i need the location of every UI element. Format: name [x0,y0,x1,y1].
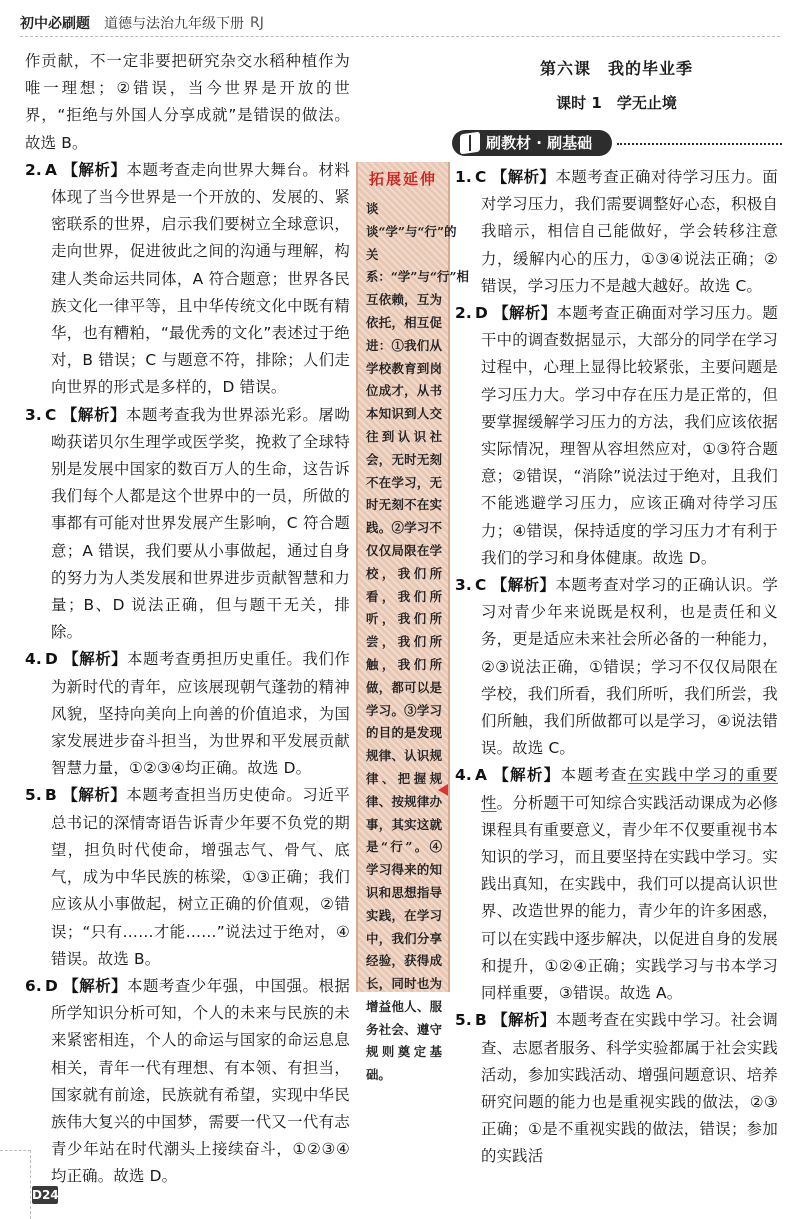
underlined-phrase: 在实践中学习的重要性 [481,766,778,812]
answer-item-r5: 5. B 【解析】本题考查在实践中学习。社会调查、志愿者服务、科学实验都属于社会实践活动，参加实践活动、增强问题意识、培养研究问题的能力也是重视实践的做法，②③正确；①是不重视实践的做法，错误；参加的实践活 [455,1011,778,1166]
pointer-arrow-icon [438,784,448,796]
answer-item-2: 2. A 【解析】本题考查走向世界大舞台。材料体现了当今世界是一个开放的、发展的、紧密联系的世界，启示我们要树立全球意识，走向世界，促进彼此之间的沟通与理解，构建人类命运共同体，A 符合题意；世界各民族文化一律平等，且中华传统文化中既有精华，也有糟粕，“最优秀的文化”表述过于绝对，B 错误；C 与题意不符，排除；人们走向世界的形式是多样的，D 错误。 [25,160,350,397]
continued-answer: 作贡献，不一定非要把研究杂交水稻种植作为唯一理想；②错误，当今世界是开放的世界，“拒绝与外国人分享成就”是错误的做法。故选 B。 [25,52,350,152]
page-corner-marks [0,1150,31,1219]
sidebar-title: 拓展延伸 [368,170,437,188]
sidebar-body: 谈谈“学”与“行”的关系：“学”与“行”相互依赖，互为依托，相互促进：①我们从学校教育到岗位成才，从书本知识到人交往到认识社会，无时无刻不在学习，无时无刻不在实践。②学习不仅仅局限在学校，我们所看，我们所听，我们所尝，我们所触，我们所做，都可以是学习。③学习的目的是发现规律、认识规律、把握规律、按规律办事，其实这就是“行”。④学习得来的知识和思想指导实践，在学习中，我们分享经验，获得成长，同时也为增益他人、服务社会、遵守规则奠定基础。 [366,201,469,1083]
edition-label: RJ [250,15,264,31]
series-name: 初中必刷题 [20,16,90,32]
answer-item-6: 6. D 【解析】本题考查少年强，中国强。根据所学知识分析可知，个人的未来与民族的未来紧密相连，个人的命运与国家的命运息息相关，青年一代有理想、有本领、有担当，国家就有前途，民族就有希望，实现中华民族伟大复兴的中国梦，需要一代又一代有志青少年站在时代潮头上接续奋斗，①②③④均正确。故选 D。 [25,976,350,1186]
right-column [455,164,778,1171]
book-title: 道德与法治九年级下册 [104,16,244,32]
section-label: 刷教材 · 刷基础 [486,134,593,152]
answer-item-5: 5. B 【解析】本题考查担当历史使命。习近平总书记的深情寄语告诉青少年要不负党的期望，担负时代使命，增强志气、骨气、底气，成为中华民族的栋梁，①③正确；我们应该从小事做起，树立正确的价值观，②错误；“只有……才能……”说法过于绝对，④错误。故选 B。 [25,786,350,968]
header-divider [20,36,780,37]
section-banner [452,128,782,158]
answer-item-r1: 1. C 【解析】本题考查正确对待学习压力。面对学习压力，我们需要调整好心态，积极自我暗示，相信自己能做好，学会转移注意力，缓解内心的压力，①③④说法正确；②错误，学习压力不是越大越好。故选 C。 [455,168,778,295]
answer-item-r2: 2. D 【解析】本题考查正确面对学习压力。题干中的调查数据显示，大部分的同学在学习过程中，心理上显得比较紧张，主要问题是学习压力大。学习中存在压力是正常的，但要掌握缓解学习压力的方法，我们应该依据实际情况，理智从容坦然应对，①③符合题意；②错误，“消除”说法过于绝对，且我们不能逃避学习压力，应该正确对待学习压力；④错误，保持适度的学习压力才有利于我们的学习和身体健康。故选 D。 [455,304,778,567]
dotted-rule [617,143,782,145]
lesson-subtitle: 课时 1 学无止境 [556,94,677,112]
lesson-title: 第六课 我的毕业季 [539,59,693,78]
answer-item-r4: 4. A 【解析】本题考查在实践中学习的重要性。分析题干可知综合实践活动课成为必修课程具有重要意义，青少年不仅要重视书本知识的学习，而且要坚持在实践中学习。实践出真知，在实践中，我们可以提高认识世界、改造世界的能力，青少年的许多困惑，可以在实践中逐步解决，以促进自身的发展和提升，①②④正确；实践学习与书本学习同样重要，③错误。故选 A。 [455,766,778,1003]
answer-item-r3: 3. C 【解析】本题考查对学习的正确认识。学习对青少年来说既是权利，也是责任和义务，更是适应未来社会所必备的一种能力，②③说法正确，①错误；学习不仅仅局限在学校，我们所看，我们所听，我们所尝，我们所触，我们所做都可以是学习，④说法错误。故选 C。 [455,576,778,758]
extension-sidebar [356,162,469,1083]
answer-item-3: 3. C 【解析】本题考查我为世界添光彩。屠呦呦获诺贝尔生理学或医学奖，挽救了全球特别是发展中国家的数百万人的生命，这告诉我们每个人都是这个世界中的一员，所做的事都有可能对世界发展产生影响，C 符合题意；A 错误，我们要从小事做起，通过自身的努力为人类发展和世界进步贡献智慧和力量；B、D 说法正确，但与题干无关，排除。 [25,405,350,642]
page-number: D24 [32,1188,59,1202]
book-icon [460,132,480,155]
left-column [25,48,350,1191]
answer-item-4: 4. D 【解析】本题考查勇担历史重任。我们作为新时代的青年，应该展现朝气蓬勃的精神风貌，坚持向美向上向善的价值追求，为国家发展进步奋斗担当，为世界和平发展贡献智慧力量，①②③④均正确。故选 D。 [25,650,350,778]
page-header [20,8,780,38]
